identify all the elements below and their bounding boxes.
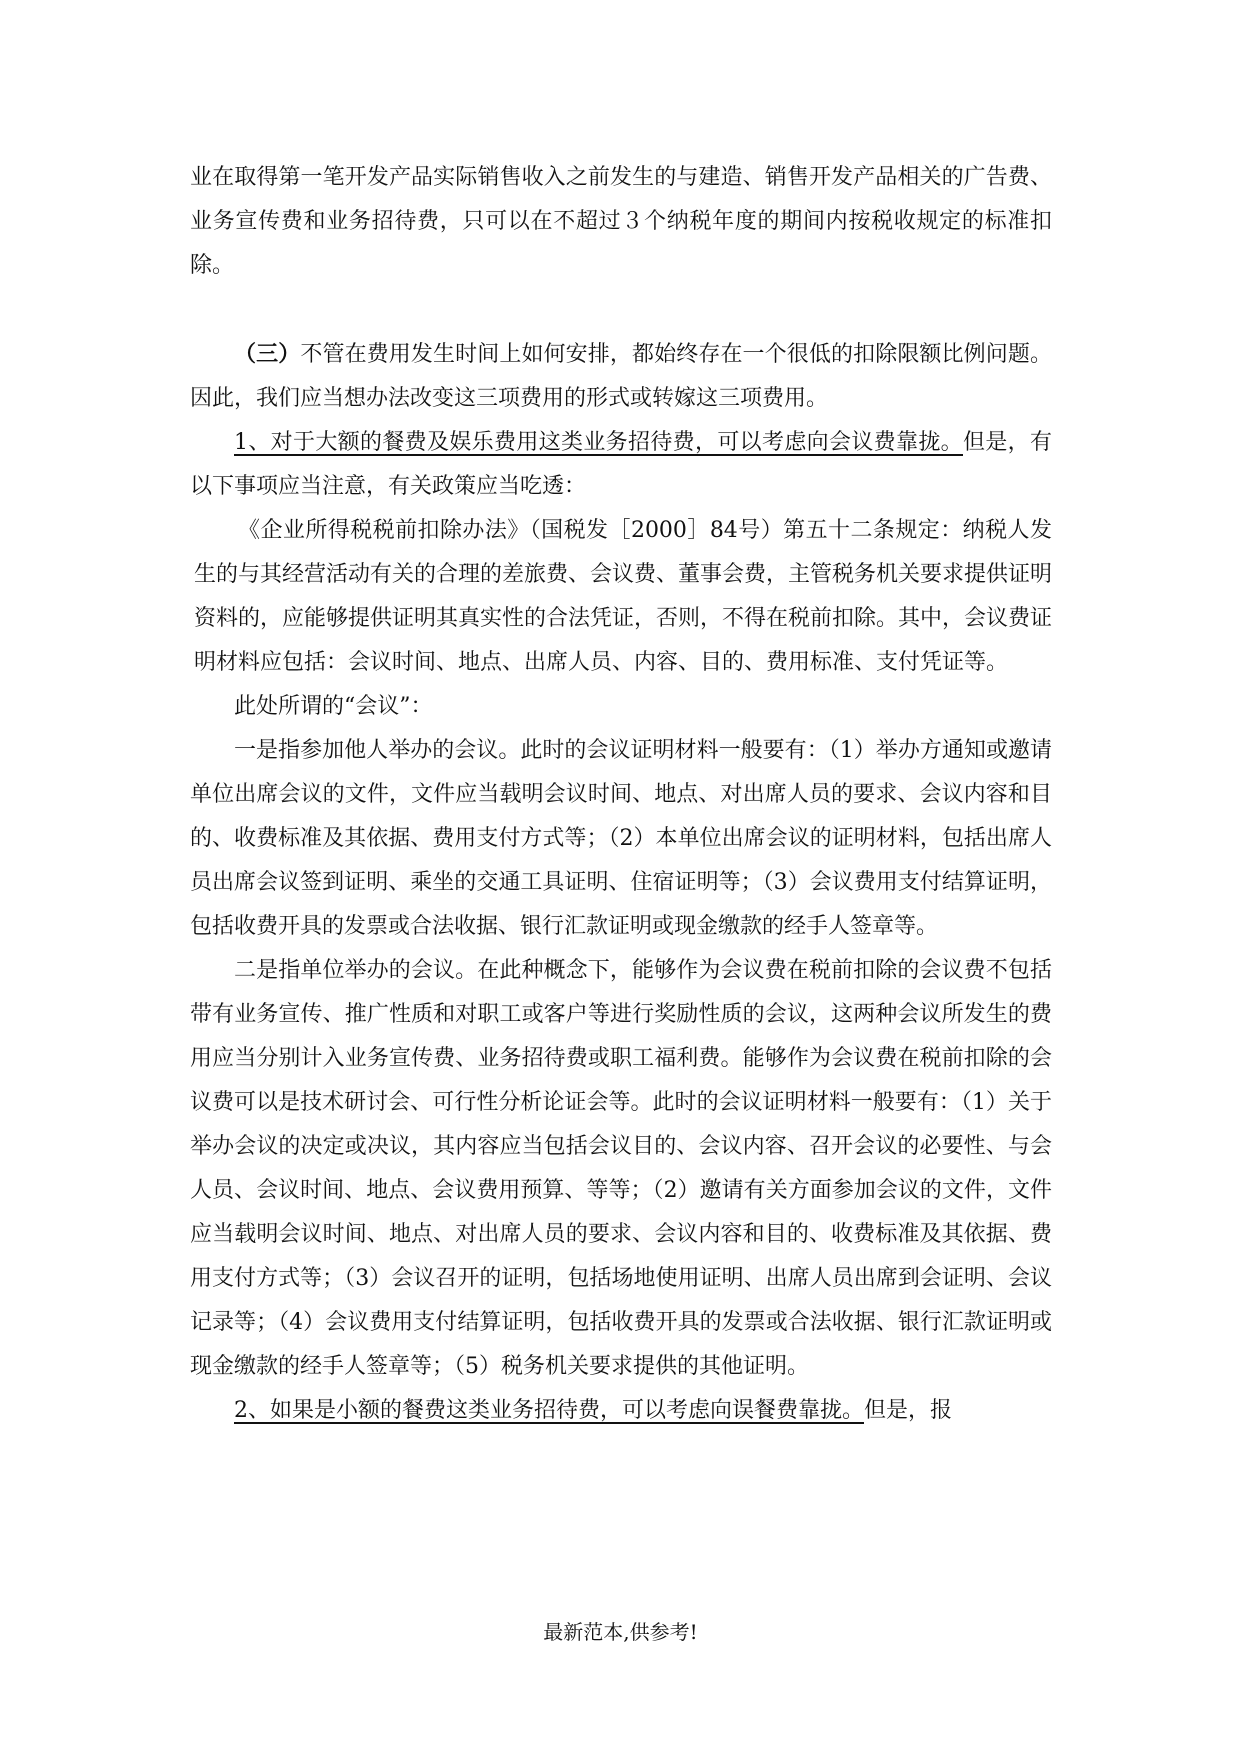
- point-one-text: 但是，有以下事项应当注意，有关政策应当吃透：: [190, 430, 1052, 499]
- section-heading: （三）: [234, 341, 301, 367]
- paragraph-meeting-definition: 此处所谓的“会议”：: [234, 694, 433, 719]
- paragraph-external-meeting: 一是指参加他人举办的会议。此时的会议证明材料一般要有：（1）举办方通知或邀请单位出席会议的文件，文件应当载明会议时间、地点、对出席人员的要求、会议内容和目的、收费标准及其依据、费用支付方式等；（2）本单位出席会议的证明材料，包括出席人员出席会议签到证明、乘坐的交通工具证明、住宿证明等；（3）会议费用支付结算证明，包括收费开具的发票或合法收据、银行汇款证明或现金缴款的经手人签章等。: [190, 738, 1052, 939]
- point-one-underlined: 1、对于大额的餐费及娱乐费用这类业务招待费，可以考虑向会议费靠拢。: [234, 430, 963, 455]
- paragraph-section-three: [190, 332, 1052, 421]
- document-body: [190, 156, 1052, 1433]
- paragraph-regulation: 《企业所得税税前扣除办法》（国税发［2000］84号）第五十二条规定：纳税人发生的与其经营活动有关的合理的差旅费、会议费、董事会费，主管税务机关要求提供证明资料的，应能够提供证明其真实性的合法凭证，否则，不得在税前扣除。其中，会议费证明材料应包括：会议时间、地点、出席人员、内容、目的、费用标准、支付凭证等。: [194, 518, 1053, 675]
- page-footer: 最新范本,供参考!: [543, 1620, 698, 1644]
- point-two-text: 但是，报: [864, 1398, 953, 1423]
- section-text: 不管在费用发生时间上如何安排，都始终存在一个很低的扣除限额比例问题。因此，我们应当想办法改变这三项费用的形式或转嫁这三项费用。: [190, 342, 1052, 411]
- point-two-underlined: 2、如果是小额的餐费这类业务招待费，可以考虑向误餐费靠拢。: [234, 1398, 864, 1423]
- paragraph-point-one: [190, 421, 1052, 509]
- paragraph-continuation: 业在取得第一笔开发产品实际销售收入之前发生的与建造、销售开发产品相关的广告费、业务宣传费和业务招待费，只可以在不超过３个纳税年度的期间内按税收规定的标准扣除。: [190, 165, 1052, 278]
- paragraph-spacer: [190, 288, 1052, 332]
- paragraph-point-two: [190, 1389, 1052, 1433]
- paragraph-internal-meeting: 二是指单位举办的会议。在此种概念下，能够作为会议费在税前扣除的会议费不包括带有业务宣传、推广性质和对职工或客户等进行奖励性质的会议，这两种会议所发生的费用应当分别计入业务宣传费、业务招待费或职工福利费。能够作为会议费在税前扣除的会议费可以是技术研讨会、可行性分析论证会等。此时的会议证明材料一般要有：（1）关于举办会议的决定或决议，其内容应当包括会议目的、会议内容、召开会议的必要性、与会人员、会议时间、地点、会议费用预算、等等；（2）邀请有关方面参加会议的文件，文件应当载明会议时间、地点、对出席人员的要求、会议内容和目的、收费标准及其依据、费用支付方式等；（3）会议召开的证明，包括场地使用证明、出席人员出席到会证明、会议记录等；（4）会议费用支付结算证明，包括收费开具的发票或合法收据、银行汇款证明或现金缴款的经手人签章等；（5）税务机关要求提供的其他证明。: [190, 958, 1052, 1379]
